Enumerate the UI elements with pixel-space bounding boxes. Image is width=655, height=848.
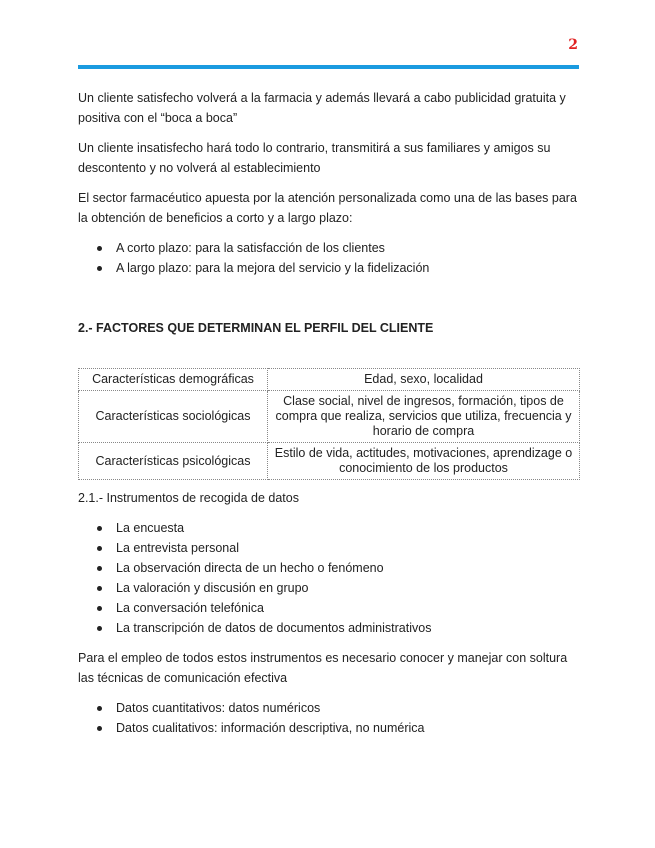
header-rule <box>78 65 579 69</box>
table-cell-description: Edad, sexo, localidad <box>268 369 580 391</box>
paragraph-unsatisfied-client: Un cliente insatisfecho hará todo lo contrario, transmitirá a sus familiares y amigos su descontento y no volverá al establecimiento <box>78 141 551 175</box>
section-heading: 2.- FACTORES QUE DETERMINAN EL PERFIL DEL CLIENTE <box>78 321 434 335</box>
subsection-heading: 2.1.- Instrumentos de recogida de datos <box>78 491 299 505</box>
table-cell-description: Clase social, nivel de ingresos, formación, tipos de compra que realiza, servicios que utiliza, frecuencia y horario de compra <box>268 391 580 443</box>
paragraph-satisfied-client: Un cliente satisfecho volverá a la farmacia y además llevará a cabo publicidad gratuita y positiva con el “boca a boca” <box>78 91 566 125</box>
paragraph-pharma-sector: El sector farmacéutico apuesta por la atención personalizada como una de las bases para la obtención de beneficios a corto y a largo plazo: <box>78 191 577 225</box>
table-cell-factor: Características demográficas <box>79 369 268 391</box>
list-item: La entrevista personal <box>116 538 583 558</box>
list-item: A largo plazo: para la mejora del servicio y la fidelización <box>116 258 583 278</box>
list-item: Datos cualitativos: información descriptiva, no numérica <box>116 718 583 738</box>
table-cell-factor: Características sociológicas <box>79 391 268 443</box>
list-item: A corto plazo: para la satisfacción de los clientes <box>116 238 583 258</box>
table-row <box>79 391 580 443</box>
factors-table <box>78 368 580 480</box>
table-row <box>79 369 580 391</box>
list-item: La encuesta <box>116 518 583 538</box>
benefits-list <box>78 238 583 278</box>
list-item: La transcripción de datos de documentos administrativos <box>116 618 583 638</box>
list-item: La valoración y discusión en grupo <box>116 578 583 598</box>
document-body <box>78 88 583 748</box>
table-row <box>79 443 580 480</box>
table-cell-factor: Características psicológicas <box>79 443 268 480</box>
paragraph-closing: Para el empleo de todos estos instrumentos es necesario conocer y manejar con soltura las técnicas de comunicación efectiva <box>78 651 568 685</box>
list-item: La conversación telefónica <box>116 598 583 618</box>
list-item: Datos cuantitativos: datos numéricos <box>116 698 583 718</box>
data-types-list <box>78 698 583 738</box>
page-number: 2 <box>568 37 578 53</box>
table-cell-description: Estilo de vida, actitudes, motivaciones, aprendizage o conocimiento de los productos <box>268 443 580 480</box>
instruments-list <box>78 518 583 638</box>
list-item: La observación directa de un hecho o fenómeno <box>116 558 583 578</box>
